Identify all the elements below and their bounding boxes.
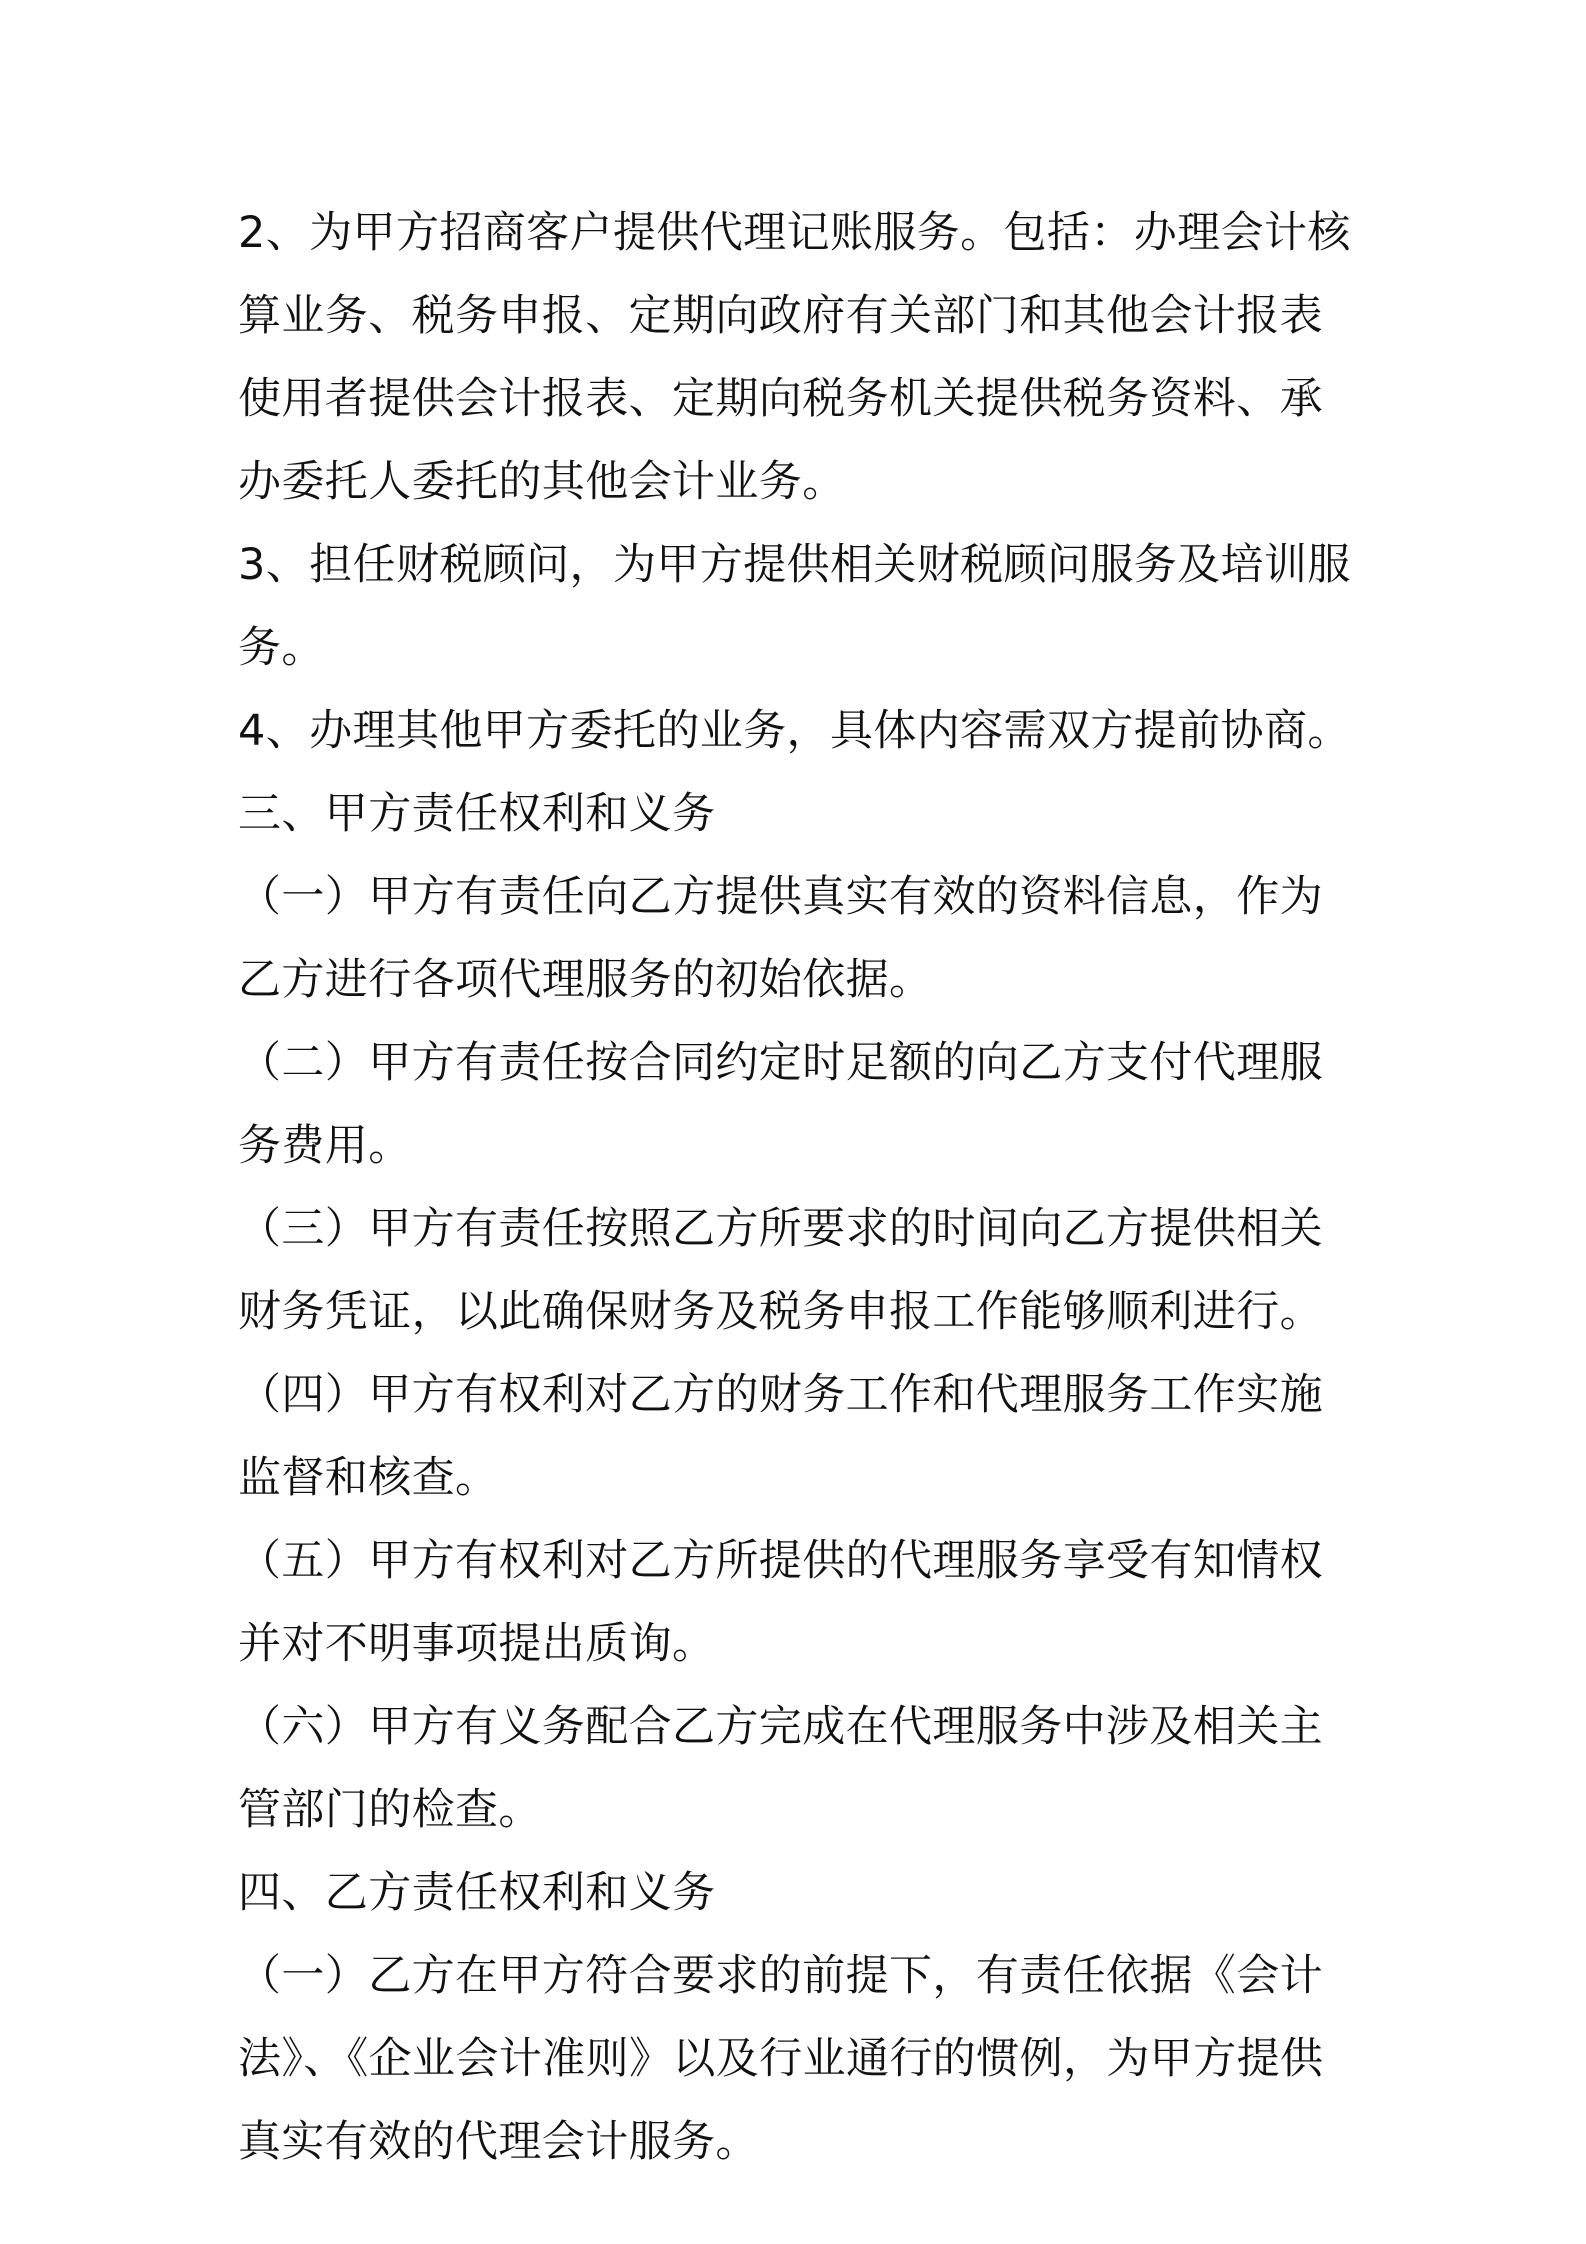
section-heading-4: 四、乙方责任权利和义务 <box>238 1868 716 1918</box>
paragraph-item-2: 2、为甲方招商客户提供代理记账服务。包括：办理会计核算业务、税务申报、定期向政府有关部门和其他会计报表使用者提供会计报表、定期向税务机关提供税务资料、承办委托人委托的其他会计业务。 <box>238 208 1351 507</box>
paragraph-party-b-1: （一）乙方在甲方符合要求的前提下，有责任依据《会计法》、《企业会计准则》以及行业通行的惯例，为甲方提供真实有效的代理会计服务。 <box>238 1951 1324 2167</box>
paragraph-party-a-5: （五）甲方有权利对乙方所提供的代理服务享受有知情权并对不明事项提出质询。 <box>238 1536 1323 1669</box>
paragraph-party-a-2: （二）甲方有责任按合同约定时足额的向乙方支付代理服务费用。 <box>238 1038 1323 1171</box>
section-heading-3: 三、甲方责任权利和义务 <box>238 789 716 839</box>
paragraph-party-a-6: （六）甲方有义务配合乙方完成在代理服务中涉及相关主管部门的检查。 <box>238 1702 1323 1835</box>
document-body <box>238 192 1358 2184</box>
paragraph-party-a-3: （三）甲方有责任按照乙方所要求的时间向乙方提供相关财务凭证，以此确保财务及税务申报工作能够顺利进行。 <box>238 1204 1323 1337</box>
paragraph-item-3: 3、担任财税顾问，为甲方提供相关财税顾问服务及培训服务。 <box>238 540 1351 673</box>
paragraph-item-4: 4、办理其他甲方委托的业务，具体内容需双方提前协商。 <box>238 706 1351 756</box>
paragraph-party-a-1: （一）甲方有责任向乙方提供真实有效的资料信息，作为乙方进行各项代理服务的初始依据。 <box>238 872 1323 1005</box>
paragraph-party-a-4: （四）甲方有权利对乙方的财务工作和代理服务工作实施监督和核查。 <box>238 1370 1323 1503</box>
